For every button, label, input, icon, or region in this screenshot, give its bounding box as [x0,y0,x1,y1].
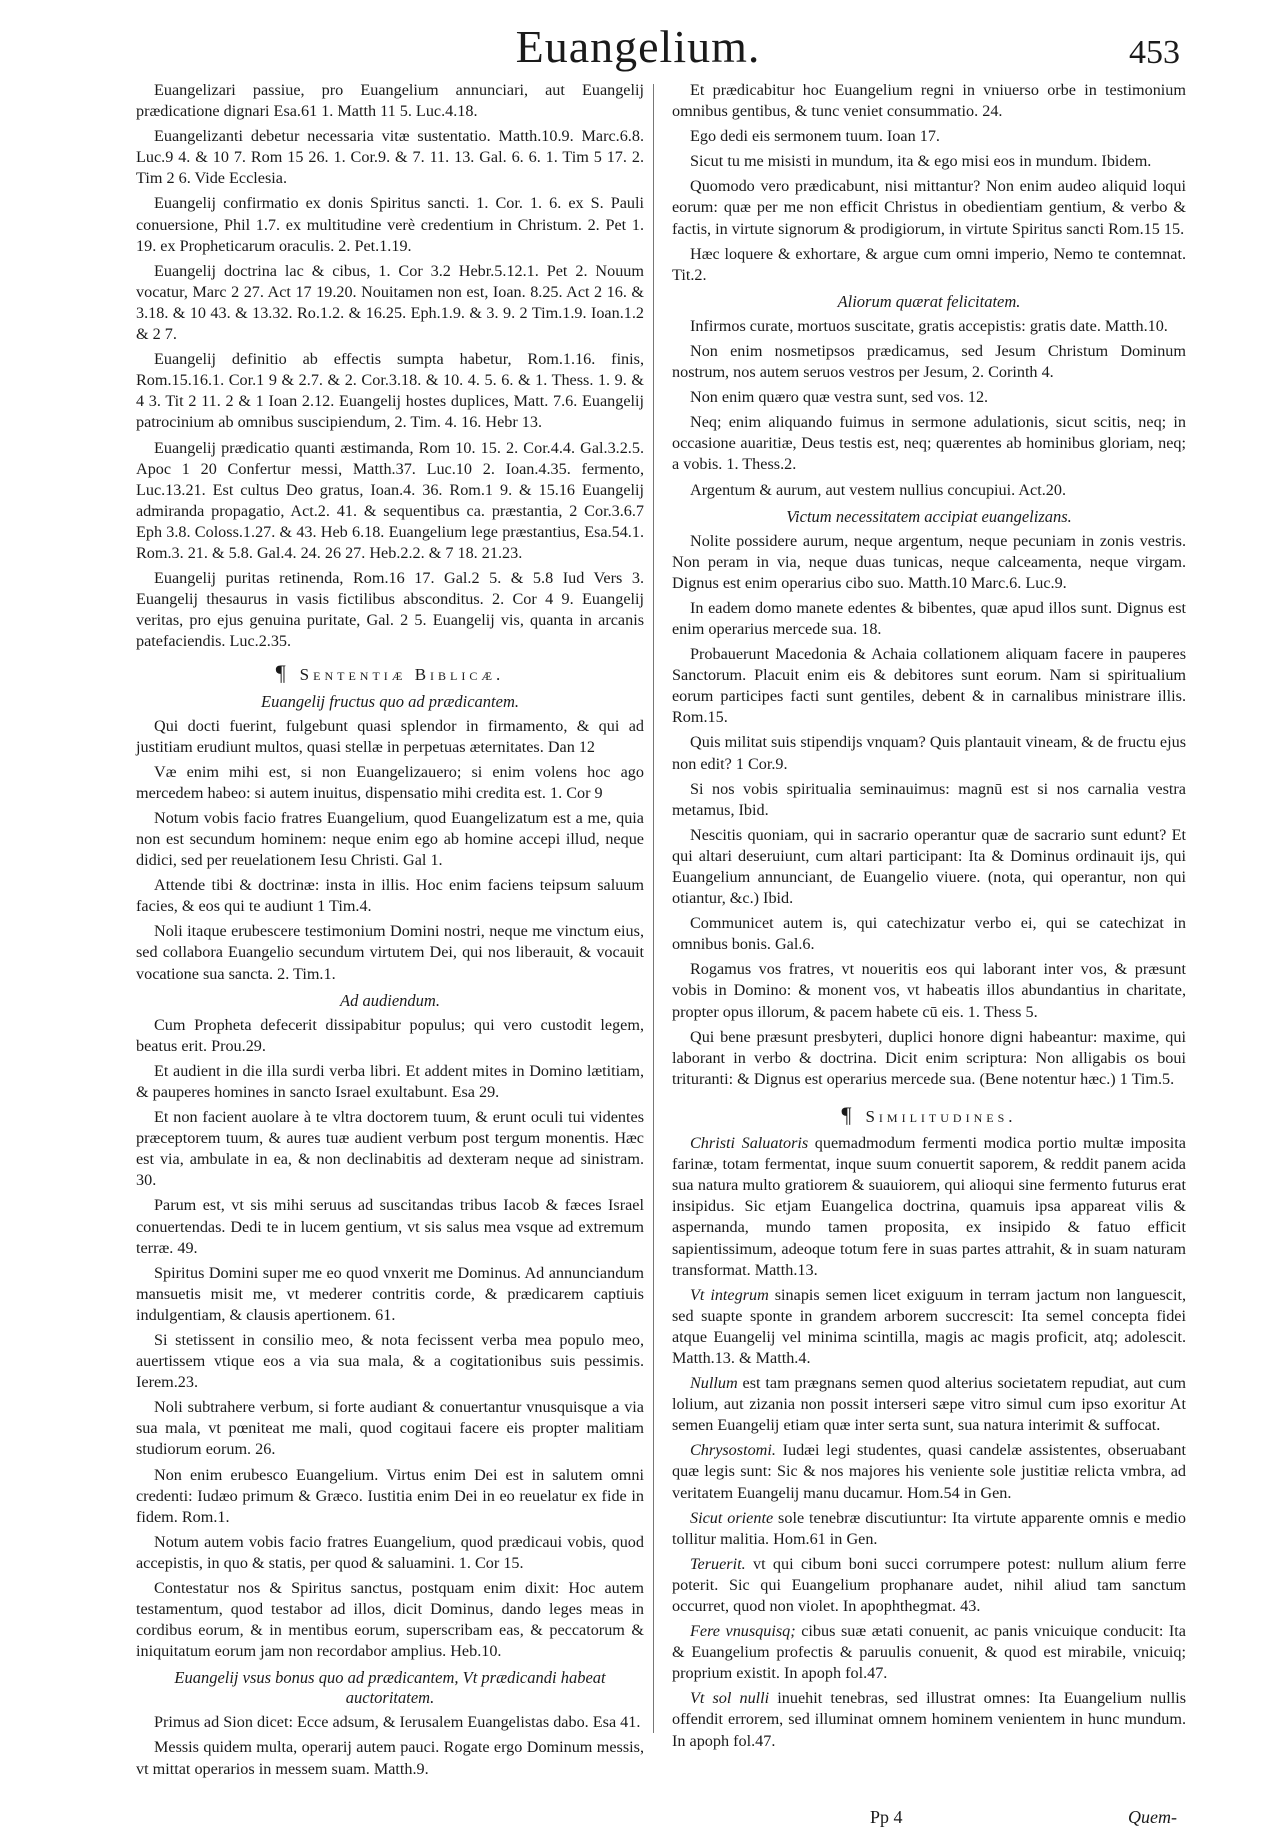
paragraph: Neq; enim aliquando fuimus in sermone adulationis, sicut scitis, neq; in occasione auaritiæ, Deus testis est, neq; quærentes ab hominibus gloriam, neq; a vobis. 1. Thess.2. [672,413,1186,474]
paragraph: Spiritus Domini super me eo quod vnxerit me Dominus. Ad annunciandum mansuetis misit me, vt mederer contritis corde, & prædicarem captiuis indulgentiam, & clausis apertionem. 61. [136,1263,644,1324]
similitude-text: quemadmodum fermenti modica portio multæ imposita farinæ, totam fermentat, inque suum conuertit saporem, & reddit panem acida sua natura multo gratiorem & suauiorem, qui alioqui sine fermento futurus erat insipidus. Sic etjam Euangelica doctrina, quamuis ipsa appareat vilis & aspernanda, mundo tamen proposita, ex insipido & fatuo efficit sapientissimum, adeoque totum fere in suas partes attrahit, & in suam naturam transformat. Matth.13. [672,1134,1186,1279]
paragraph: Noli itaque erubescere testimonium Domini nostri, neque me vinctum eius, sed collabora Euangelio secundum virtutem Dei, qui nos liberauit, & vocauit vocatione sua sancta. 2. Tim.1. [136,922,644,983]
paragraph: Notum autem vobis facio fratres Euangelium, quod prædicaui vobis, quod accepistis, in quo & statis, per quod & saluamini. 1. Cor 15. [136,1532,644,1572]
paragraph: Qui docti fuerint, fulgebunt quasi splendor in firmamento, & qui ad justitiam erudiunt multos, quasi stellæ in perpetuas æternitates. Dan 12 [136,716,644,756]
paragraph: Ego dedi eis sermonem tuum. Ioan 17. [690,127,940,146]
paragraph: Euangelij puritas retinenda, Rom.16 17. Gal.2 5. & 5.8 Iud Vers 3. Euangelij thesaurus in vasis fictilibus absconditus. 2. Cor 4 9. Euangelij veritas, pro ejus genuina puritate, Gal. 2 5. Euangelij vis, quanta in arcanis patefaciendis. Luc.2.35. [136,569,644,651]
similitude-text: est tam prægnans semen quod alterius societatem repudiat, aut cum lolium, aut zizania non possit interseri sæpe vitro simul cum ipso exoritur At semen Euangelij etiam quæ inter serta sunt, sua natura interimit & suffocat. [672,1374,1186,1435]
similitude-lead: Teruerit. [690,1554,746,1573]
paragraph: Et non facient auolare à te vltra doctorem tuum, & erunt oculi tui videntes præceptorem tuum, & aures tuæ audient verbum post tergum monentis. Hæc est via, ambulate in ea, & non declinabitis ad dexteram neque ad sinistram. 30. [136,1108,644,1190]
left-sub3-list [136,1712,644,1779]
subheading: Victum necessitatem accipiat euangelizans. [786,506,1072,526]
paragraph: Probauerunt Macedonia & Achaia collationem aliquam facere in pauperes Sanctorum. Placuit enim eis & debitores sunt eorum. Nam si spiritualium eorum participes facti sunt gentiles, debent & in carnalibus ministrare illis. Rom.15. [672,645,1186,727]
paragraph: Attende tibi & doctrinæ: insta in illis. Hoc enim faciens teipsum saluum facies, & eos qui te audiunt 1 Tim.4. [136,876,644,916]
page-title: Euangelium. [515,21,761,72]
paragraph: Quomodo vero prædicabunt, nisi mittantur? Non enim audeo aliquid loqui eorum: quæ per me non efficit Christus in obedientiam gentium, & verbo & factis, in virtute signorum & prodigiorum, in virtute Spiritus sancti Rom.15 15. [672,177,1186,238]
paragraph: Contestatur nos & Spiritus sanctus, postquam enim dixit: Hoc autem testamentum, quod testabor ad illos, dicit Dominus, dando leges meas in cordibus eorum, & in mentibus eorum, superscribam eas, & peccatorum & iniquitatum eorum jam non recordabor amplius. Heb.10. [136,1579,644,1661]
paragraph: Qui bene præsunt presbyteri, duplici honore digni habeantur: maxime, qui laborant in verbo & doctrina. Dicit enim scriptura: Non alligabis os boui trituranti: & Dignus est operarius mercede sua. (Bene notentur hæc.) 1 Tim.5. [672,1027,1186,1088]
right-intro-list [672,80,1186,286]
similitude-lead: Nullum [690,1374,738,1393]
similitude-lead: Vt sol nulli [690,1689,770,1708]
paragraph: Argentum & aurum, aut vestem nullius concupiui. Act.20. [690,480,1067,499]
paragraph: Quis militat suis stipendijs vnquam? Quis plantauit vineam, & de fructu ejus non edit? 1 Cor.9. [672,733,1186,773]
section-heading-text: Similitudines. [865,1106,1017,1126]
paragraph: Non enim quæro quæ vestra sunt, sed vos. 12. [690,388,989,407]
similitude-paragraph [672,1440,1186,1503]
paragraph: Euangelij doctrina lac & cibus, 1. Cor 3.2 Hebr.5.12.1. Pet 2. Nouum vocatur, Marc 2 27. Act 17 19.20. Nouitamen non est, Ioan. 8.25. Act 2 16. & 3.18. & 10 43. & 13.32. Ro.1.2. & 16.25. Eph.1.9. & 3. 9. 2 Tim.1.9. Ioan.1.2 & 2 7. [136,261,644,344]
paragraph: Noli subtrahere verbum, si forte audiant & conuertantur vnusquisque a via sua mala, vt pœniteat me mali, quod cogitaui facere eis propter malitiam studiorum eorum. 26. [136,1398,644,1459]
paragraph: Si nos vobis spiritualia seminauimus: magnū est si nos carnalia vestra metamus, Ibid. [672,779,1186,819]
similitude-paragraph [672,1133,1186,1281]
paragraph: Euangelij definitio ab effectis sumpta habetur, Rom.1.16. finis, Rom.15.16.1. Cor.1 9 & 2.7. & 2. Cor.3.18. & 10. 4. 5. 6. & 1. Thess. 1. 9. & 4 3. Tit 2 11. 2 & 1 Ioan 2.12. Euangelij hostes duplices, Matt. 7.6. Euangelij patrocinium ab omnibus suscipiendum, 2. Tim. 4. 16. Hebr 13. [136,350,644,432]
similitude-paragraph [672,1688,1186,1751]
paragraph: Euangelij prædicatio quanti æstimanda, Rom 10. 15. 2. Cor.4.4. Gal.3.2.5. Apoc 1 20 Confertur messi, Matth.37. Luc.10 2. Ioan.4.35. fermento, Luc.13.21. Est cultus Deo gratus, Ioan.4. 36. Rom.1 9. & 15.16 Euangelij admiranda propagatio, Act.2. 41. & sequentibus ca. præstantia, 2 Cor.3.6.7 Eph 3.8. Coloss.1.27. & 43. Heb 6.18. Euangelium lege præstantius, Esa.54.1. Rom.3. 21. & 5.8. Gal.4. 24. 26 27. Heb.2.2. & 7 18. 21.23. [136,438,644,562]
similitude-lead: Vt integrum [690,1285,769,1304]
similitude-text: cibus suæ ætati conuenit, ac panis vnicuique conducit: Ita & Euangelium profectis & paruulis conuenit, & quod est mirabile, vnicuiq; proprium existit. In apoph fol.47. [672,1622,1186,1683]
similitude-text: Iudæi legi studentes, quasi candelæ assistentes, obseruabant quæ legis sunt: Sic & nos majores his veniente sole justitiæ relicta vmbra, ad veritatem Euangelij manu ducamur. Hom.54 in Gen. [672,1441,1186,1502]
paragraph: Euangelizanti debetur necessaria vitæ sustentatio. Matth.10.9. Marc.6.8. Luc.9 4. & 10 7. Rom 15 26. 1. Cor.9. & 7. 11. 13. Gal. 6. 6. 1. Tim 5 17. 2. Tim 2 6. Vide Ecclesia. [136,127,644,188]
similitude-paragraph [672,1373,1186,1436]
similitudines-list [672,1133,1186,1752]
section-heading-similitudines [672,1101,1186,1127]
left-intro-list [136,80,644,652]
subheading: Euangelij vsus bonus quo ad prædicantem, Vt prædicandi habeat auctoritatem. [174,1668,606,1708]
similitude-paragraph [672,1508,1186,1550]
paragraph: Et prædicabitur hoc Euangelium regni in vniuerso orbe in testimonium omnibus gentibus, & tunc veniet consummatio. 24. [672,81,1186,121]
similitude-lead: Christi Saluatoris [690,1134,809,1153]
paragraph: Cum Propheta defecerit dissipabitur populus; qui vero custodit legem, beatus erit. Prou.29. [136,1015,644,1055]
section-heading-sententiae [136,662,644,685]
paragraph: Væ enim mihi est, si non Euangelizauero; si enim volens hoc ago mercedem habeo: si autem inuitus, dispensatio mihi credita est. 1. Cor 9 [136,762,644,802]
paragraph-mark: ¶ [841,1101,852,1127]
left-sub2-list [136,1015,644,1663]
similitude-text: inuehit tenebras, sed illustrat omnes: Ita Euangelium nullis offendit errorem, sed illuminat omnem hominem venientem in hunc mundum. In apoph fol.47. [672,1689,1186,1750]
subheading: Euangelij fructus quo ad prædicantem. [260,691,520,711]
similitude-text: sinapis semen licet exiguum in terram jactum non languescit, sed suapte sponte in grandem arborem succrescit: Ita semel concepta fidei atque Euangelij vel minima scintilla, magis ac magis proficit, atq; adolescit. Matth.13. & Matth.4. [672,1285,1186,1367]
signature-mark: Pp 4 [870,1807,903,1827]
paragraph: Primus ad Sion dicet: Ecce adsum, & Ierusalem Euangelistas dabo. Esa 41. [154,1713,641,1732]
paragraph: Infirmos curate, mortuos suscitate, gratis accepistis: gratis date. Matth.10. [690,316,1168,335]
paragraph: Euangelij confirmatio ex donis Spiritus sancti. 1. Cor. 1. 6. ex S. Pauli conuersione, Phil 1.7. ex multitudine verè credentium in Christum. 2. Pet 1. 19. ex Propheticarum oraculis. 2. Pet.1.19. [136,194,644,255]
left-column [136,80,644,1784]
right-sub1-list [672,316,1186,501]
similitude-paragraph [672,1621,1186,1684]
paragraph: Et audient in die illa surdi verba libri. Et addent mites in Domino lætitiam, & pauperes homines in sancto Israel exultabunt. Esa 29. [136,1061,644,1101]
paragraph: Non enim erubesco Euangelium. Virtus enim Dei est in salutem omni credenti: Iudæo primum & Græco. Iustitia enim Dei in eo reuelatur ex fide in fidem. Rom.1. [136,1465,644,1526]
paragraph: Nescitis quoniam, qui in sacrario operantur quæ de sacrario sunt edunt? Et qui altari deseruiunt, cum altari participant: Ita & Dominus ordinauit ijs, qui Euangelium annunciant, de Euangelio viuere. (nota, qui operantur, non qui otiantur, &c.) Ibid. [672,825,1186,908]
similitude-lead: Sicut oriente [690,1508,774,1527]
paragraph: Non enim nosmetipsos prædicamus, sed Jesum Christum Dominum nostrum, nos autem seruos vestros per Jesum, 2. Corinth 4. [672,341,1186,382]
paragraph: Hæc loquere & exhortare, & argue cum omni imperio, Nemo te contemnat. Tit.2. [672,244,1186,284]
page-number: 453 [1129,34,1180,71]
paragraph: Messis quidem multa, operarij autem pauci. Rogate ergo Dominum messis, vt mittat operarios in messem suam. Matth.9. [136,1738,644,1778]
similitude-text: sole tenebræ discutiuntur: Ita virtute apparente omnis e medio tollitur malitia. Hom.61 in Gen. [672,1508,1187,1548]
paragraph-mark: ¶ [275,660,286,686]
subheading: Aliorum quærat felicitatem. [837,291,1021,311]
column-divider [653,84,654,1733]
similitude-lead: Fere vnusquisq; [690,1622,796,1641]
catchword: Quem- [1128,1807,1177,1827]
section-heading-text: Sententiæ Biblicæ. [299,665,505,685]
paragraph: Euangelizari passiue, pro Euangelium annunciari, aut Euangelij prædicatione dignari Esa.61 1. Matth 11 5. Luc.4.18. [136,81,644,121]
paragraph: Sicut tu me misisti in mundum, ita & ego misi eos in mundum. Ibidem. [690,152,1152,171]
left-sub1-list [136,716,644,985]
paragraph: Si stetissent in consilio meo, & nota fecissent verba mea populo meo, auertissem vtique eos a via sua mala, & a cogitationibus suis pessimis. Ierem.23. [136,1330,644,1392]
similitude-paragraph [672,1554,1186,1617]
paragraph: Nolite possidere aurum, neque argentum, neque pecuniam in zonis vestris. Non peram in via, neque duas tunicas, neque calceamenta, neque virgam. Dignus est enim operarius cibo suo. Matth.10 Marc.6. Luc.9. [672,531,1186,592]
similitude-lead: Chrysostomi. [690,1441,776,1460]
similitude-text: vt qui cibum boni succi corrumpere potest: nullum alium ferre poterit. Sic qui Euangelium prophanare audet, nihil aliud tam sanctum occurret, quod non violet. In apophthegmat. 43. [672,1554,1186,1615]
paragraph: Parum est, vt sis mihi seruus ad suscitandas tribus Iacob & fæces Israel conuertendas. Dedi te in lucem gentium, vt sis salus mea vsque ad extremum terræ. 49. [136,1196,644,1257]
subheading: Ad audiendum. [340,990,440,1010]
paragraph: Notum vobis facio fratres Euangelium, quod Euangelizatum est a me, quia non est secundum hominem: neque enim ego ab homine accepi illud, neque didici, sed per reuelationem Iesu Christi. Gal 1. [136,808,644,870]
right-column [672,80,1186,1756]
similitude-paragraph [672,1285,1186,1369]
paragraph: In eadem domo manete edentes & bibentes, quæ apud illos sunt. Dignus est enim operarius mercede sua. 18. [672,598,1186,638]
right-sub2-list [672,531,1186,1090]
paragraph: Communicet autem is, qui catechizatur verbo ei, qui se catechizat in omnibus bonis. Gal.6. [672,914,1186,954]
paragraph: Rogamus vos fratres, vt noueritis eos qui laborant inter vos, & præsunt vobis in Domino: & monent vos, vt habeatis illos abundantius in charitate, propter opus illorum, & pacem habete cū eis. 1. Thess 5. [672,960,1186,1021]
